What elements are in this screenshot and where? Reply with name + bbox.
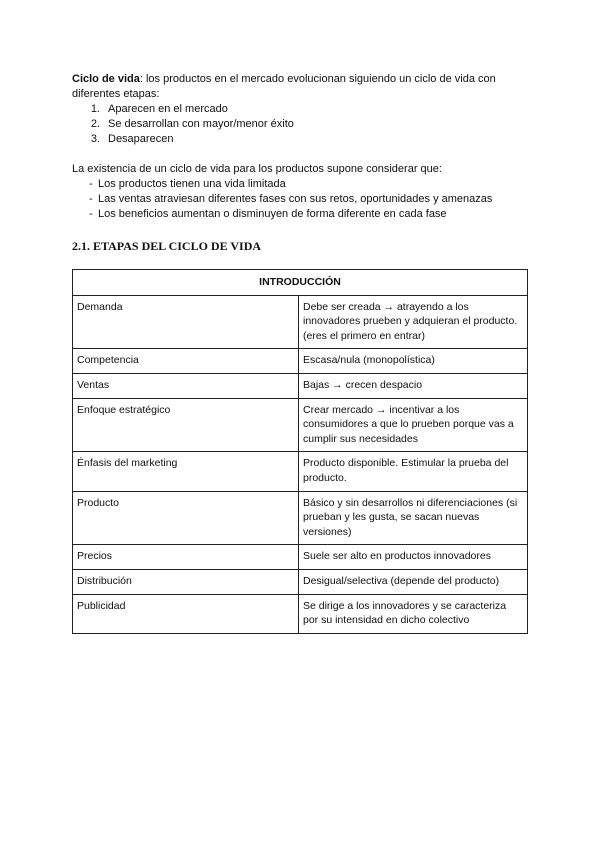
table-row	[73, 295, 528, 349]
list-item	[72, 207, 528, 222]
list-text: Aparecen en el mercado	[108, 103, 228, 115]
table-row	[73, 349, 528, 374]
row-value: Bajas → crecen despacio	[299, 373, 528, 398]
table-row	[73, 398, 528, 452]
row-value: Suele ser alto en productos innovadores	[299, 545, 528, 570]
row-value: Debe ser creada → atrayendo a los innovadores prueben y adquieran el producto. (eres el primero en entrar)	[299, 295, 528, 349]
table-row	[73, 373, 528, 398]
list-item	[72, 177, 528, 192]
row-label: Producto	[73, 491, 299, 545]
row-value: Escasa/nula (monopolística)	[299, 349, 528, 374]
row-label: Ventas	[73, 373, 299, 398]
list-item	[72, 102, 528, 117]
list-text: Desaparecen	[108, 133, 174, 145]
table-row	[73, 545, 528, 570]
row-label: Publicidad	[73, 594, 299, 633]
list-number: 3.	[90, 133, 100, 145]
row-value: Producto disponible. Estimular la prueba del producto.	[299, 452, 528, 491]
consequences-list	[72, 177, 528, 222]
row-label: Distribución	[73, 569, 299, 594]
row-label: Enfoque estratégico	[73, 398, 299, 452]
list-text: Las ventas atraviesan diferentes fases con sus retos, oportunidades y amenazas	[98, 193, 493, 205]
table-row	[73, 594, 528, 633]
bullet: -	[89, 193, 93, 205]
row-value: Básico y sin desarrollos ni diferenciaciones (si prueban y les gusta, se sacan nuevas versiones)	[299, 491, 528, 545]
row-label: Énfasis del marketing	[73, 452, 299, 491]
table-header-row	[73, 270, 528, 296]
list-text: Los productos tienen una vida limitada	[98, 178, 286, 190]
table-row	[73, 569, 528, 594]
table-header: INTRODUCCIÓN	[73, 270, 528, 296]
document-page	[72, 72, 528, 634]
section-heading: 2.1. ETAPAS DEL CICLO DE VIDA	[72, 239, 262, 253]
bullet: -	[89, 178, 93, 190]
row-value: Crear mercado → incentivar a los consumidores a que lo prueben porque vas a cumplir sus necesidades	[299, 398, 528, 452]
bullet: -	[89, 208, 93, 220]
life-cycle-term: Ciclo de vida	[72, 73, 140, 85]
list-text: Los beneficios aumentan o disminuyen de forma diferente en cada fase	[98, 208, 447, 220]
existence-lead: La existencia de un ciclo de vida para los productos supone considerar que:	[72, 163, 442, 175]
list-item	[72, 132, 528, 147]
list-item	[72, 192, 528, 207]
list-number: 2.	[90, 118, 100, 130]
stages-list	[72, 102, 528, 147]
row-value: Se dirige a los innovadores y se caracteriza por su intensidad en dicho colectivo	[299, 594, 528, 633]
life-cycle-definition	[72, 72, 528, 102]
row-value: Desigual/selectiva (depende del producto)	[299, 569, 528, 594]
list-number: 1.	[90, 103, 100, 115]
table-row	[73, 452, 528, 491]
table-row	[73, 491, 528, 545]
row-label: Competencia	[73, 349, 299, 374]
introduction-stage-table	[72, 269, 528, 634]
row-label: Demanda	[73, 295, 299, 349]
list-item	[72, 117, 528, 132]
row-label: Precios	[73, 545, 299, 570]
list-text: Se desarrollan con mayor/menor éxito	[108, 118, 294, 130]
life-cycle-text: : los productos en el mercado evolucionan siguiendo un ciclo de vida con diferentes etapas:	[72, 73, 496, 100]
